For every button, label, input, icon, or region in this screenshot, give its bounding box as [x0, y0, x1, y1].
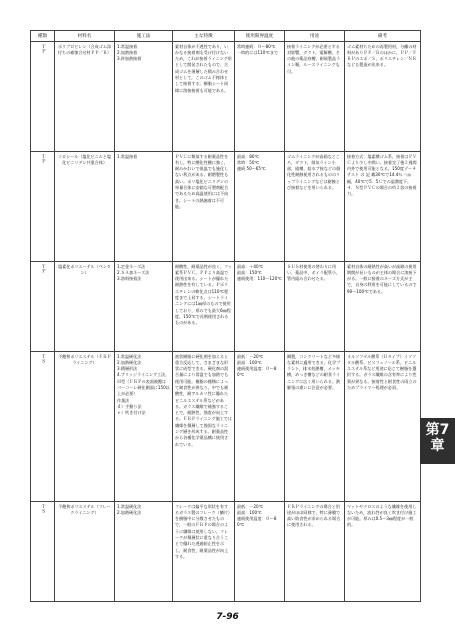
limits-cell: 最低：－20℃ 最高：100℃ 連続使用温度：０～80℃ — [235, 502, 285, 602]
header-method: 施工法 — [115, 31, 173, 42]
method-item: 作業法 — [117, 397, 130, 403]
notes-cell: ゴム素材ちための再製用材，分離の材料がありＰＰ／Ｒのほかに，ＰＰ／ＦＲＰのエポ／Ｓ，ポリエチレン／ＮＲなども製造が出来る。 — [345, 42, 421, 152]
header-limits: 使用限界温度 — [235, 31, 285, 42]
method-cell — [115, 352, 173, 502]
features-cell: 液状樹脂に硬化剤を加えると重合反応して，さまざまな形状に成型できる。硬化剤の混合量により常温でも加熱でも使用可能。樹脂の種類によって耐食性が異なり，中でも耐酸性，耐アルカリ性に優れたビニルエステル系などがある。ガラス繊維で補強することで，耐熱性，強度が向上する。ＦＲＰライニング施工では繊維を積層して強固なライニング層を形成する。耐薬品性から各種化学薬品槽に使用されている。 — [173, 352, 235, 502]
features-cell: フレークは偏平な形状を有するガラス製のフレーク（鱗片）を樹脂中に分散させたもので，一般のＦＲＰの場合のように繊維は使用しない。フレークが積層状に重なり合うことで優れた透過防止性を示し，耐食性，耐薬品性が向上する。 — [173, 502, 235, 602]
header-features: 主な特徴 — [173, 31, 235, 42]
material-cell: コロシール（塩化ビニルと塩化ビニリデン共重合体） — [55, 152, 115, 262]
use-cell: ＦＲＰライニングの場合と用途がほぼ同様で，特に薄膜で高い防食性が求められる場合に使用される。 — [285, 502, 345, 602]
table-row — [31, 152, 421, 262]
method-item: ｄ）手動り法 — [117, 403, 142, 409]
method-cell — [115, 152, 173, 262]
chapter-tab-line1: 第7 — [425, 422, 450, 438]
method-item: 2.加熱硬化法 — [117, 509, 142, 515]
notes-cell: マットやクロスのような繊維を使用しないため，流れ性が良く吹き付け施工が可能。厚みは0.5～3㎜程度が一般的。 — [345, 502, 421, 602]
limits-cell: 最高：80℃ 常時：50℃ 連続 50～65℃ — [235, 152, 285, 262]
table-row — [31, 502, 421, 602]
method-item: 2.加熱接着 — [117, 49, 138, 55]
method-item: 3.溶料接着法 — [117, 276, 142, 282]
spec-table-sheet — [30, 30, 420, 600]
method-cell — [115, 42, 173, 152]
material-cell: ポリプロピレン（合成ゴム添付ちの補強合せ材ＰＰ／Ｒ） — [55, 42, 115, 152]
use-cell: ＳＵＳ材使用の替わりに用い，薬品中，ボイラ配管小，管内組み合わせたる。 — [285, 262, 345, 352]
method-item: 4.ブリッジライニング工法，Ｈ型（ＦＲＰの表面被覆はパーコーレ硬化側面に150以上が必要） — [117, 372, 170, 397]
limits-cell: 最低：－20℃ 最高：100℃ 連続使用温度：０～80℃ — [235, 352, 285, 502]
method-item: 1.常温接着 — [117, 153, 138, 159]
use-cell: ゴムライニングが高価なところ，ダクト，排気ライン小部，組槽，給水ブ接などの個化性耐蝕使用されるもののリップライニングなどは耐蝕とび接着などを用いられる。 — [285, 152, 345, 262]
header-material: 材料名 — [55, 31, 115, 42]
notes-cell: オルソフタル酸系（Ｄタイプ）イソフタル酸系，ビスフェノール系，ビニルエステル系など用途に応じて樹脂を選択する。ガラス繊維の含有率により性質が異なる。接着性と耐食性の両立のためプライマー処理が必須。 — [345, 352, 421, 502]
header-notes: 備考 — [345, 31, 421, 42]
header-kind: 種類 — [31, 31, 55, 42]
method-item: 2.加熱硬化法 — [117, 359, 142, 365]
use-cell: 接着ライニングが必要とする対影響，ダクト，電解槽，その他の薬品容槽，耐候製品ライン順，ルーズライニングも可。 — [285, 42, 345, 152]
table-row — [31, 42, 421, 152]
table-header-row — [31, 31, 421, 42]
limits-cell: 常時連続：０～80℃ 一時的には110℃まで — [235, 42, 285, 152]
method-item: 2.ＳＡ加ネーズ法 — [117, 269, 150, 275]
material-cell: 塩素化ポリエーテル（ペンタン） — [55, 262, 115, 352]
lining-material-table — [30, 30, 421, 602]
method-item: 1.常温硬化法 — [117, 353, 142, 359]
limits-cell: 最高：＋40℃ 最高：150℃ 連続使用：110～120℃ — [235, 262, 285, 352]
chapter-side-tab — [420, 418, 455, 464]
kind-cell: ＴＰ — [31, 262, 55, 352]
chapter-tab-line2: 章 — [430, 438, 445, 454]
method-cell — [115, 262, 173, 352]
kind-cell: ＴＳ — [31, 352, 55, 502]
page-number: 7-96 — [216, 612, 239, 622]
features-cell: 素材自体が不透性であり，いかなる接着剤も受け付けないため，これが接着ライニング用として開発されたもので，合成ゴムを薄層した積み合わせ材として，このゴム不様体として接着する。樹脂シート同様に溶接接着も可能である。 — [173, 42, 235, 152]
notes-cell: 素材自体の耐熱性が高いが高耐の使用期間が長いものが主体の場合に溶接下がる。一般に接着のネーズ方式が主で，自身の利用を可能にしているので90～100℃である。 — [345, 262, 421, 352]
features-cell: ＰＶＣに類似する耐薬品性を有し，特に酸化性酸に強く，耐みかわいで低温でも施化しない利点がある。耐燃製性も高い。ポリ塩化ビニリデンの単量合体に安価な可塑剤配合であるため高温使用には不向き。シートの熱融着は不可能。 — [173, 152, 235, 262]
method-item: 1.常温硬化法 — [117, 503, 142, 509]
notes-cell: 接着方式：塩素酸ゴム系，接着はＰＶＣより少し中間い。接着完了後２週間内外で使用可能となる。150度ゾー４テスト の 記 載30℃で14.4％／㎝幅，40℃で5．5Ｃでの湿潤度下。４．Ｎ型ＰＶＣの場合の約２倍の接着力。 — [345, 152, 421, 262]
table-row — [31, 352, 421, 502]
kind-cell: ＴＰ — [31, 42, 55, 152]
table-row — [31, 262, 421, 352]
use-cell: 鋼製，コンクリートなど多様な素材に適用できる。化学プラント，排水処理槽，メッキ槽，めっき槽などの耐食ライニングに広く用いられる。熱膨張の違いに注意が必要。 — [285, 352, 345, 502]
method-item: ｅ）吹き付け法 — [117, 410, 146, 416]
method-cell — [115, 502, 173, 602]
kind-cell: ＴＰ — [31, 152, 55, 262]
kind-cell: ＴＳ — [31, 502, 55, 602]
material-cell: 不飽和ポリエステル（フレークライニング） — [55, 502, 115, 602]
method-item: 1.常温接着 — [117, 43, 138, 49]
material-cell: 不飽和ポリエステル（ＦＲＰライニング） — [55, 352, 115, 502]
method-item: 3.積層形法 — [117, 366, 138, 372]
features-cell: 耐酸性，耐薬品性が良く，フッ素系ＰＶＣ，ＰＰより高温で使用出来る。シートが優れた耐熱性を有している。Ｐポリエチレンの軟化点は110℃程度まで上昇する。シートライニングには1㎜厚のもので使用しており，厚みでも最大6㎜程度。150℃で長期使用されるものがある。 — [173, 262, 235, 352]
method-item: 1.定金ネーズ法 — [117, 263, 146, 269]
header-use: 用途 — [285, 31, 345, 42]
method-item: 3.併加熱接着 — [117, 56, 142, 62]
